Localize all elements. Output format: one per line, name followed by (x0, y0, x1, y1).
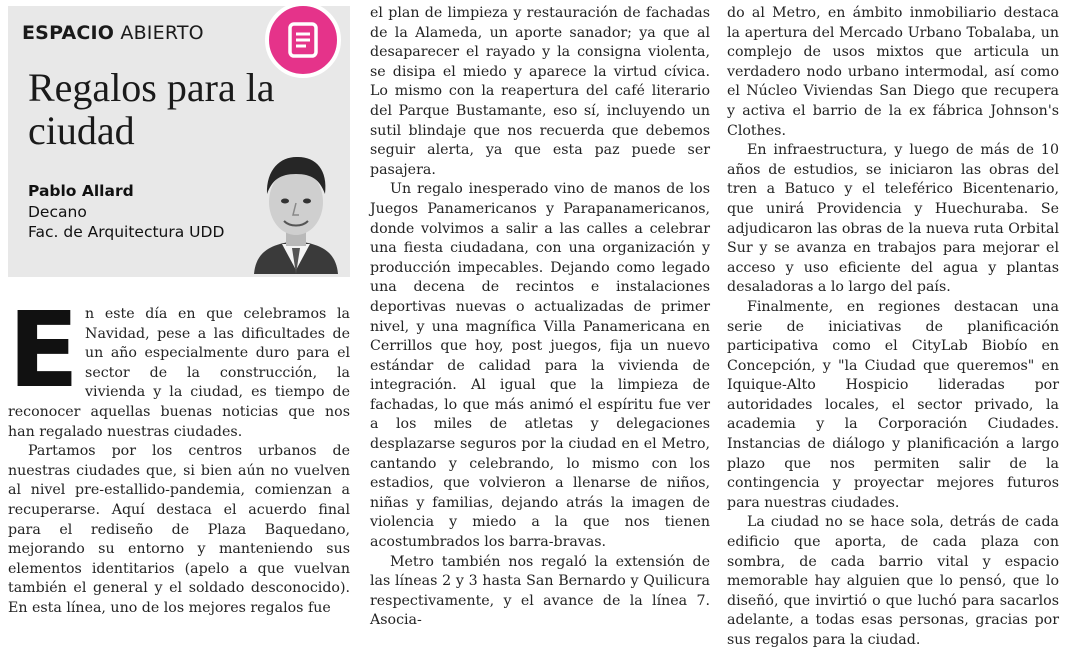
article-paragraph: La ciudad no se hace sola, detrás de cada edificio que aporta, de cada plaza con sombra, de cada barrio vital y espacio memorable hay alguien que lo pensó, que lo diseñó, que invirtió o que luchó para sacarlos adelante, a todas esas personas, gracias por sus regalos para la ciudad. (727, 514, 1059, 648)
article-column-1 (8, 289, 350, 619)
article-paragraph: Finalmente, en regiones destacan una serie de iniciativas de planificación participativa como el CityLab Biobío en Concepción, y "la Ciudad que queremos" en Iquique-Alto Hospicio lideradas por autoridades locales, el sector privado, la academia y la Corporación Ciudades. Instancias de diálogo y planificación a largo plazo que nos permiten salir de la contingencia y proyectar mejores futuros para nuestras ciudades. (727, 298, 1059, 511)
article-paragraph: Partamos por los centros urbanos de nuestras ciudades que, si bien aún no vuelven al nivel pre-estallido-pandemia, comienzan a recuperarse. Aquí destaca el acuerdo final para el rediseño de Plaza Baquedano, mejorando su entorno y manteniendo sus elementos identitarios (apelo a que vuelvan también el general y el soldado desconocido). En esta línea, uno de los mejores regalos fue (8, 443, 350, 616)
page-title: Regalos para la ciudad (28, 65, 275, 153)
article-paragraph: do al Metro, en ámbito inmobiliario destaca la apertura del Mercado Urbano Tobalaba, un complejo de usos mixtos que articula un verdadero nodo urbano intermodal, así como el Núcleo Viviendas San Diego que recupera y activa el barrio de la ex fábrica Johnson's Clothes. (727, 5, 1059, 139)
author-name: Pablo Allard (28, 182, 134, 200)
article-paragraph: el plan de limpieza y restauración de fachadas de la Alameda, un aporte sanador; ya que al desaparecer el rayado y la consigna violenta, se disipa el miedo y aparece la virtud cívica. Lo mismo con la reapertura del café literario del Parque Bustamante, eso sí, incluyendo un sutil blindaje que nos recuerda que debemos seguir alerta, ya que esta paz puede ser pasajera. (370, 5, 710, 178)
article-paragraph-text: n este día en que celebramos la Navidad, pese a las dificultades de un año especialmente duro para el sector de la construcción, la vivienda y la ciudad, es tiempo de reconocer aquellas buenas noticias que nos han regalado nuestras ciudades. (8, 306, 350, 440)
document-icon (288, 22, 318, 58)
article-column-3 (727, 4, 1059, 651)
drop-cap: E (8, 289, 80, 411)
article-column-2 (370, 4, 710, 631)
author-role-line1: Decano (28, 203, 87, 221)
section-label-bold: ESPACIO (22, 22, 115, 44)
author-role (28, 202, 224, 242)
section-label (22, 22, 204, 44)
article-paragraph: Un regalo inesperado vino de manos de los Juegos Panamericanos y Parapanamericanos, donde volvimos a salir a las calles a celebrar una fiesta ciudadana, con una organización y producción impecables. Dejando como legado una decena de recintos e instalaciones deportivas nuevas o actualizadas de primer nivel, y una magnífica Villa Panamericana en Cerrillos que hoy, post juegos, fija un nuevo estándar de calidad para la vivienda de integración. Al igual que la limpieza de fachadas, lo que más animó el espíritu fue ver a los miles de atletas y delegaciones desplazarse seguros por la ciudad en el Metro, cantando y celebrando, lo mismo con los estadios, que volvieron a llenarse de niños, niñas y familias, dejando atrás la imagen de violencia y miedo a la que nos tienen acostumbrados los barra-bravas. (370, 181, 710, 551)
article-paragraph (8, 289, 350, 442)
article-paragraph: Metro también nos regaló la extensión de las líneas 2 y 3 hasta San Bernardo y Quilicura respectivamente, y el avance de la línea 7. Asocia- (370, 553, 710, 629)
author-role-line2: Fac. de Arquitectura UDD (28, 223, 225, 241)
article-paragraph: En infraestructura, y luego de más de 10 años de estudios, se iniciaron las obras del tren a Batuco y el teleférico Bicentenario, que unirá Providencia y Huechuraba. Se adjudicaron las obras de la nueva ruta Orbital Sur y se avanza en trabajos para mejorar el acceso y uso eficiente del agua y plantas desaladoras a lo largo del país. (727, 142, 1059, 296)
section-label-rest: ABIERTO (120, 22, 204, 44)
author-portrait (246, 148, 346, 274)
